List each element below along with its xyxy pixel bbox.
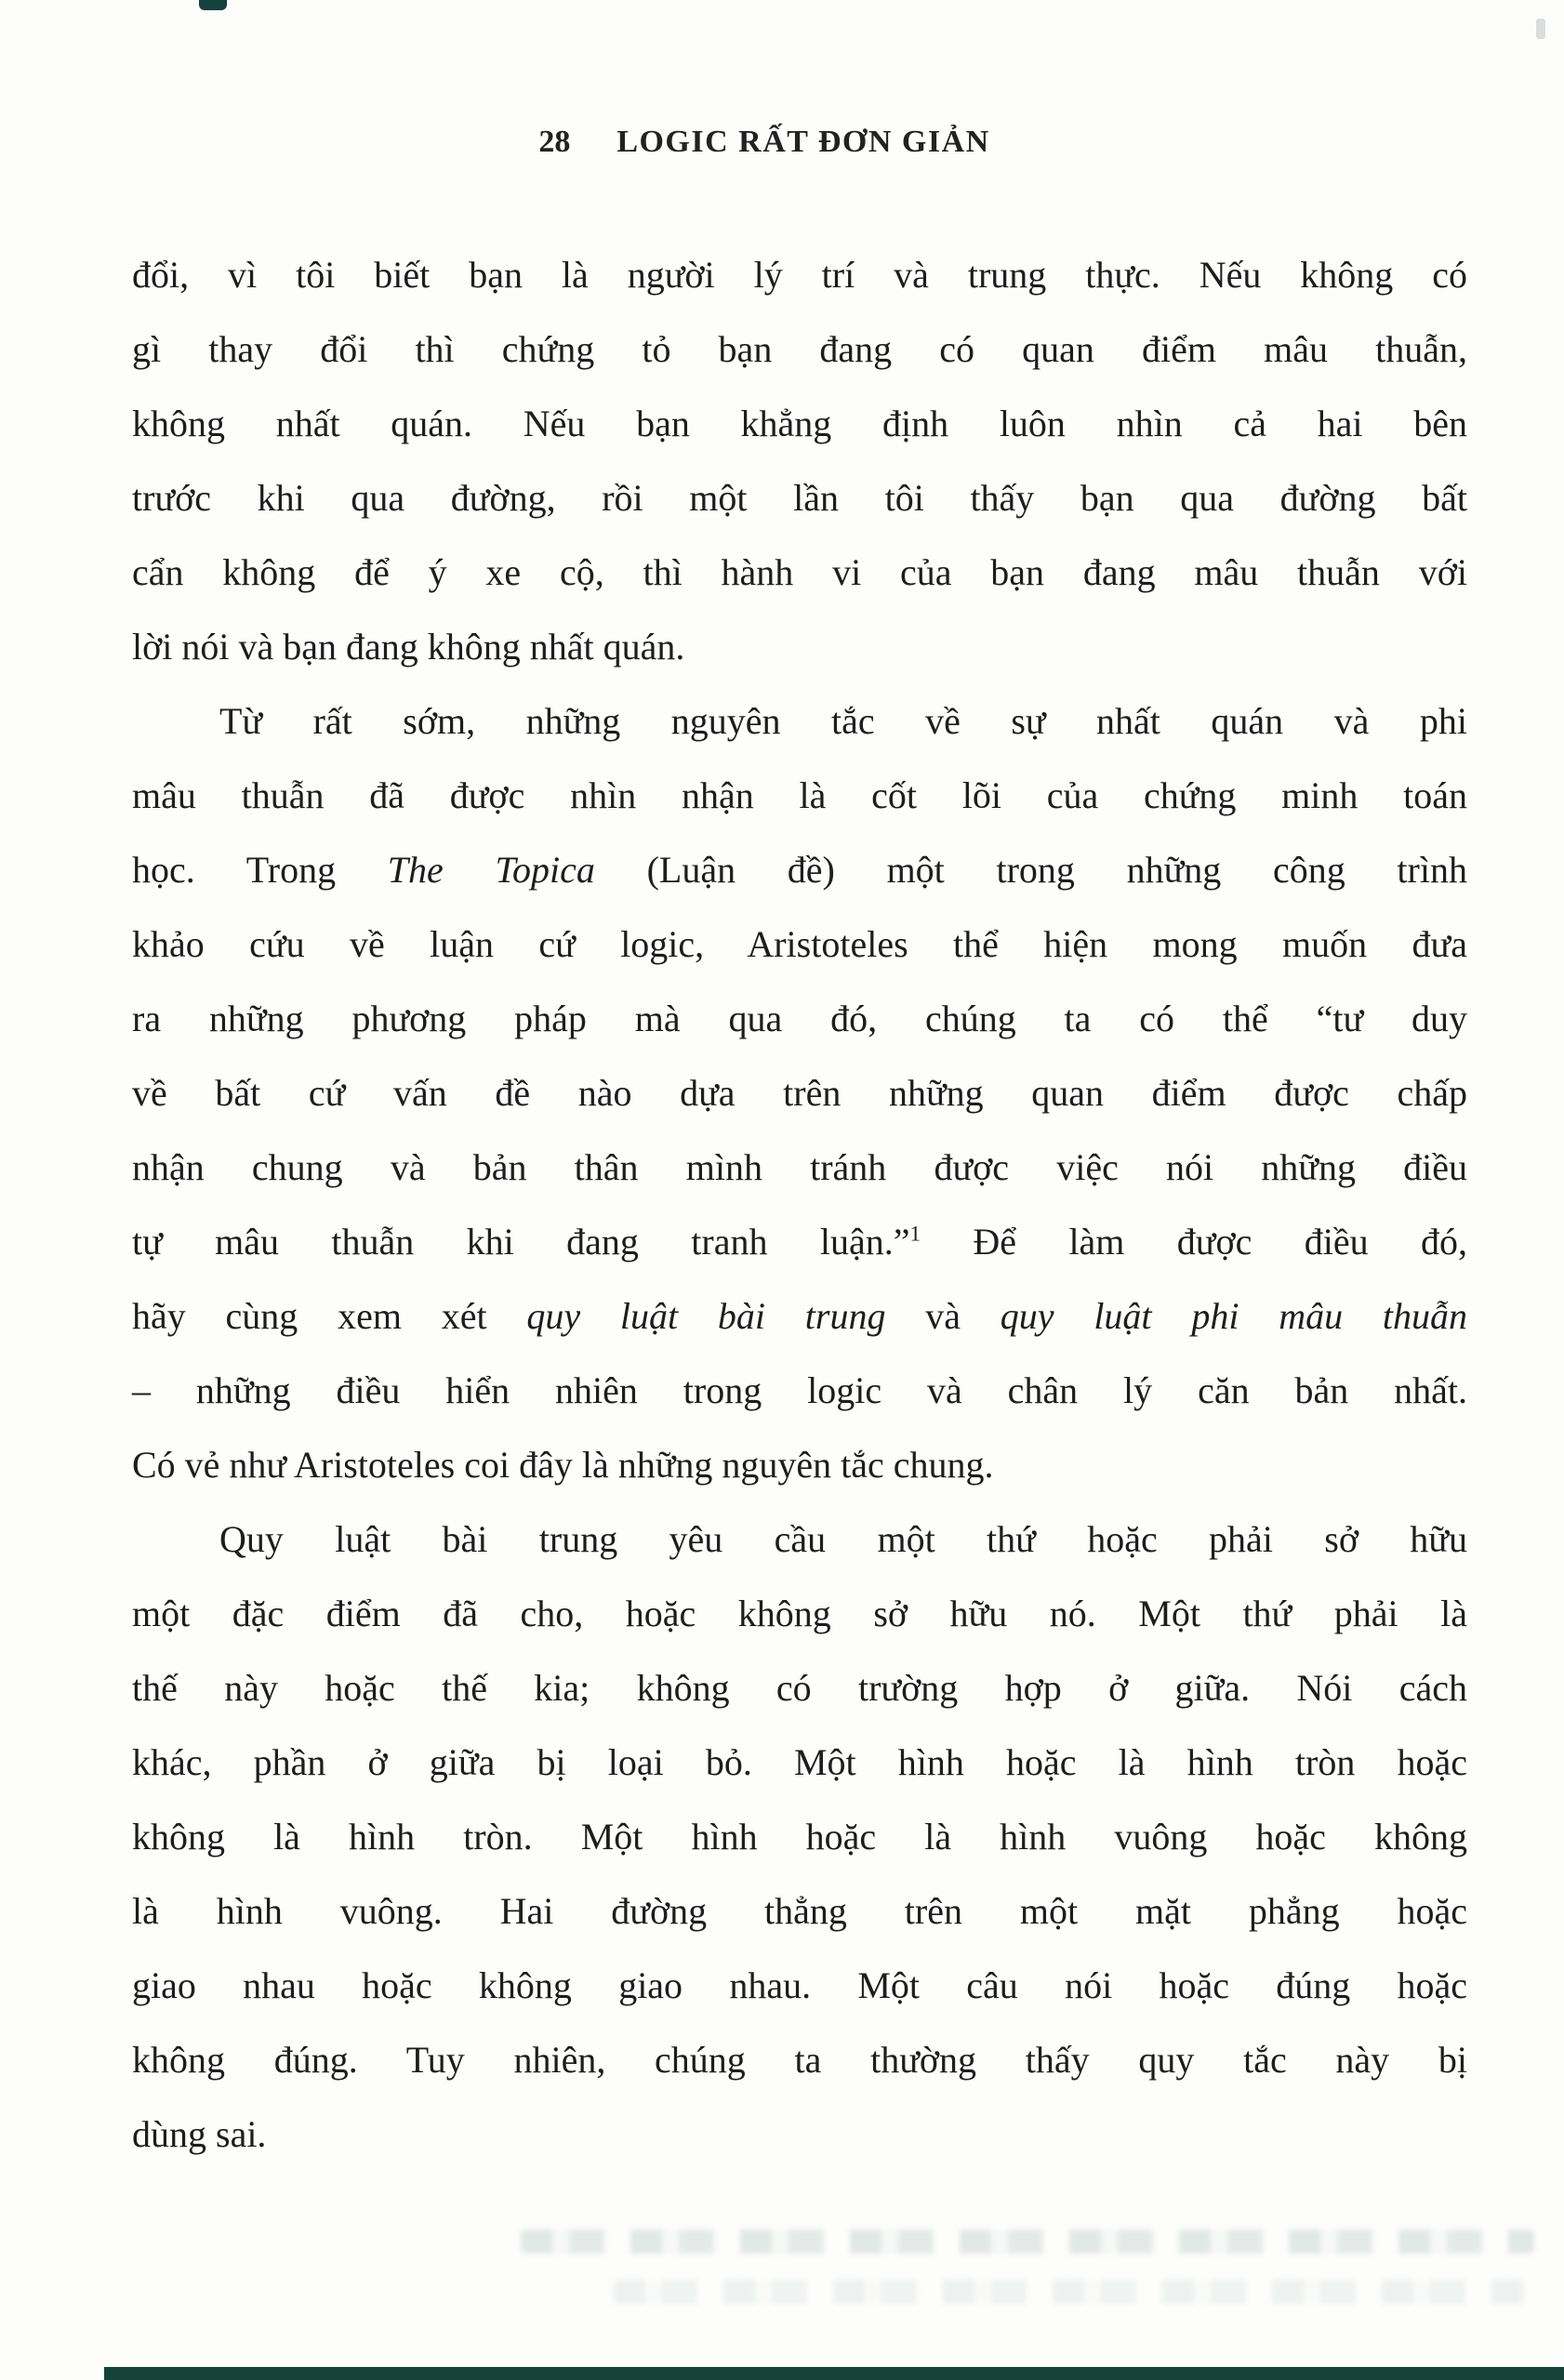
italic-phrase: The Topica (387, 849, 595, 891)
text-line (132, 2023, 1467, 2097)
text-line (132, 982, 1467, 1056)
text-run: đổi, vì tôi biết bạn là người lý trí và trung thực. Nếu không có (132, 254, 1467, 296)
scan-edge-mark (1536, 19, 1545, 39)
text-run: – những điều hiển nhiên trong logic và chân lý căn bản nhất. (132, 1369, 1467, 1411)
text-line (132, 461, 1467, 536)
running-title: LOGIC RẤT ĐƠN GIẢN (616, 125, 990, 159)
text-line (132, 312, 1467, 387)
text-line (132, 1502, 1467, 1577)
running-header (97, 125, 1432, 160)
text-run: thế này hoặc thế kia; không có trường hợp ở giữa. Nói cách (132, 1667, 1467, 1709)
text-line (132, 1354, 1467, 1428)
text-line (132, 1651, 1467, 1726)
page-body (132, 238, 1467, 2172)
text-line (132, 1205, 1467, 1279)
text-run: mâu thuẫn đã được nhìn nhận là cốt lõi của chứng minh toán (132, 774, 1467, 816)
text-line (132, 387, 1467, 461)
bleed-through-ghost (614, 2280, 1525, 2304)
text-run: và (885, 1295, 1001, 1337)
text-line (132, 1577, 1467, 1651)
text-run: ra những phương pháp mà qua đó, chúng ta có thể “tư duy (132, 998, 1467, 1039)
text-run: là hình vuông. Hai đường thẳng trên một mặt phẳng hoặc (132, 1890, 1467, 1932)
text-line (132, 1949, 1467, 2023)
footnote-marker: 1 (909, 1222, 921, 1247)
text-run: không là hình tròn. Một hình hoặc là hình vuông hoặc không (132, 1816, 1467, 1858)
text-run: gì thay đổi thì chứng tỏ bạn đang có quan điểm mâu thuẫn, (132, 328, 1467, 370)
text-run: không đúng. Tuy nhiên, chúng ta thường thấy quy tắc này bị (132, 2039, 1467, 2081)
text-line (132, 1874, 1467, 1949)
text-run: (Luận đề) một trong những công trình (594, 849, 1467, 891)
text-line (132, 2097, 1467, 2172)
text-run: lời nói và bạn đang không nhất quán. (132, 626, 685, 668)
text-run: về bất cứ vấn đề nào dựa trên những quan điểm được chấp (132, 1072, 1467, 1114)
text-run: khảo cứu về luận cứ logic, Aristoteles thể hiện mong muốn đưa (132, 923, 1467, 965)
scan-corner-mark (199, 0, 227, 10)
text-run: Từ rất sớm, những nguyên tắc về sự nhất quán và phi (219, 700, 1467, 742)
text-run: hãy cùng xem xét (132, 1295, 527, 1337)
text-line (132, 1726, 1467, 1800)
text-run: Quy luật bài trung yêu cầu một thứ hoặc phải sở hữu (219, 1518, 1467, 1560)
text-run: Có vẻ như Aristoteles coi đây là những nguyên tắc chung. (132, 1444, 994, 1486)
bleed-through-ghost (521, 2229, 1534, 2254)
text-line (132, 907, 1467, 982)
text-run: cẩn không để ý xe cộ, thì hành vi của bạn đang mâu thuẫn với (132, 551, 1467, 593)
text-line (132, 536, 1467, 610)
text-line (132, 238, 1467, 312)
text-run: nhận chung và bản thân mình tránh được việc nói những điều (132, 1146, 1467, 1188)
text-run: một đặc điểm đã cho, hoặc không sở hữu nó. Một thứ phải là (132, 1593, 1467, 1634)
italic-phrase: quy luật bài trung (526, 1295, 886, 1337)
text-run: giao nhau hoặc không giao nhau. Một câu nói hoặc đúng hoặc (132, 1964, 1467, 2006)
text-line (132, 1056, 1467, 1130)
text-line (132, 1130, 1467, 1205)
text-line (132, 833, 1467, 907)
text-run: Để làm được điều đó, (921, 1221, 1467, 1263)
text-line (132, 1279, 1467, 1354)
text-line (132, 759, 1467, 833)
text-line (132, 1428, 1467, 1502)
text-run: trước khi qua đường, rồi một lần tôi thấy bạn qua đường bất (132, 477, 1467, 519)
bottom-accent-bar (104, 2367, 1564, 2380)
text-line (132, 684, 1467, 759)
text-run: tự mâu thuẫn khi đang tranh luận.” (132, 1221, 910, 1263)
page-number: 28 (538, 125, 571, 159)
text-line (132, 1800, 1467, 1874)
text-run: khác, phần ở giữa bị loại bỏ. Một hình hoặc là hình tròn hoặc (132, 1741, 1467, 1783)
text-line (132, 610, 1467, 684)
text-run: học. Trong (132, 849, 388, 891)
text-run: không nhất quán. Nếu bạn khẳng định luôn nhìn cả hai bên (132, 403, 1467, 444)
text-run: dùng sai. (132, 2113, 267, 2155)
italic-phrase: quy luật phi mâu thuẫn (1000, 1295, 1467, 1337)
